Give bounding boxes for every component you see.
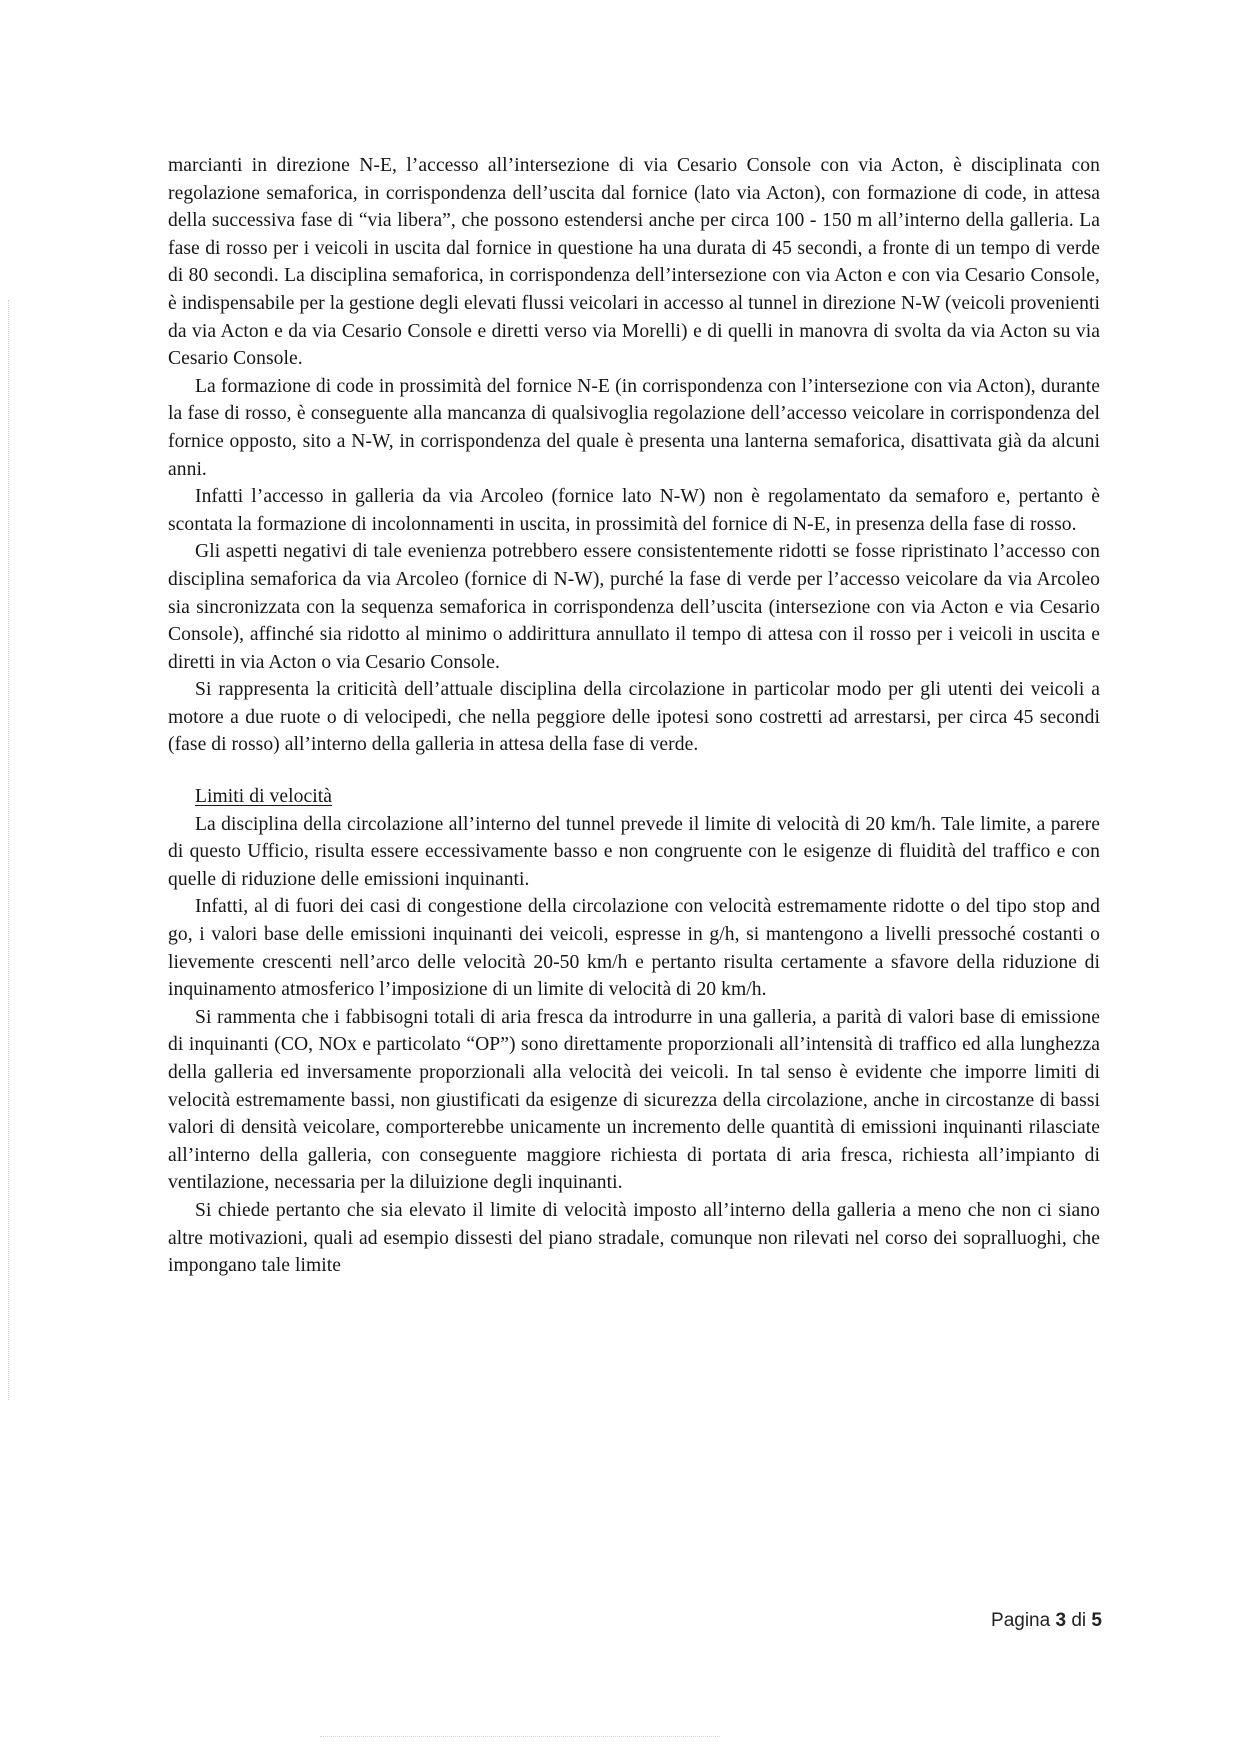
- paragraph: Si rappresenta la criticità dell’attuale disciplina della circolazione in particolar modo per gli utenti dei veicoli a motore a due ruote o di velocipedi, che nella peggiore delle ipotesi sono costretti ad arrestarsi, per circa 45 secondi (fase di rosso) all’interno della galleria in attesa della fase di verde.: [168, 679, 1100, 756]
- page-separator: di: [1071, 1610, 1087, 1631]
- page-label: Pagina: [991, 1610, 1051, 1631]
- scan-edge-mark: [8, 300, 10, 1400]
- current-page-number: 3: [1055, 1610, 1067, 1631]
- paragraph-continued: marcianti in direzione N-E, l’accesso all’intersezione di via Cesario Console con via Acton, è disciplinata con regolazione semaforica, in corrispondenza dell’uscita dal fornice (lato via Acton), con formazione di code, in attesa della successiva fase di “via libera”, che possono estendersi anche per circa 100 - 150 m all’interno della galleria. La fase di rosso per i veicoli in uscita dal fornice in questione ha una durata di 45 secondi, a fronte di un tempo di verde di 80 secondi. La disciplina semaforica, in corrispondenza dell’intersezione con via Acton e con via Cesario Console, è indispensabile per la gestione degli elevati flussi veicolari in accesso al tunnel in direzione N-W (veicoli provenienti da via Acton e da via Cesario Console e diretti verso via Morelli) e di quelli in manovra di svolta da via Acton su via Cesario Console.: [168, 155, 1100, 370]
- paragraph: Si rammenta che i fabbisogni totali di aria fresca da introdurre in una galleria, a parità di valori base di emissione di inquinanti (CO, NOx e particolato “OP”) sono direttamente proporzionali all’intensità di traffico ed alla lunghezza della galleria ed inversamente proporzionali alla velocità dei veicoli. In tal senso è evidente che imporre limiti di velocità estremamente bassi, non giustificati da esigenze di sicurezza della circolazione, anche in circostanze di bassi valori di densità veicolare, comporterebbe unicamente un incremento delle quantità di emissioni inquinanti rilasciate all’interno della galleria, con conseguente maggiore richiesta di portata di aria fresca, richiesta all’impianto di ventilazione, necessaria per la diluizione degli inquinanti.: [168, 1006, 1100, 1194]
- total-pages-number: 5: [1091, 1610, 1102, 1631]
- paragraph: La disciplina della circolazione all’interno del tunnel prevede il limite di velocità di 20 km/h. Tale limite, a parere di questo Ufficio, risulta essere eccessivamente basso e non congruente con le esigenze di fluidità del traffico e con quelle di riduzione delle emissioni inquinanti.: [168, 813, 1100, 890]
- paragraph: Infatti l’accesso in galleria da via Arcoleo (fornice lato N-W) non è regolamentato da semaforo e, pertanto è scontata la formazione di incolonnamenti in uscita, in prossimità del fornice di N-E, in presenza della fase di rosso.: [168, 486, 1100, 535]
- paragraph: La formazione di code in prossimità del fornice N-E (in corrispondenza con l’intersezione con via Acton), durante la fase di rosso, è conseguente alla mancanza di qualsivoglia regolazione dell’accesso veicolare in corrispondenza del fornice opposto, sito a N-W, in corrispondenza del quale è presenta una lanterna semaforica, disattivata già da alcuni anni.: [168, 375, 1100, 480]
- section-heading: Limiti di velocità: [195, 786, 332, 808]
- page-footer: [991, 1610, 1102, 1632]
- paragraph: Infatti, al di fuori dei casi di congestione della circolazione con velocità estremamente ridotte o del tipo stop and go, i valori base delle emissioni inquinanti dei veicoli, espresse in g/h, si mantengono a livelli pressoché costanti o lievemente crescenti nell’arco delle velocità 20-50 km/h e pertanto risulta certamente a sfavore della riduzione di inquinamento atmosferico l’imposizione di un limite di velocità di 20 km/h.: [168, 896, 1100, 1001]
- paragraph: Si chiede pertanto che sia elevato il limite di velocità imposto all’interno della galleria a meno che non ci siano altre motivazioni, quali ad esempio dissesti del piano stradale, comunque non rilevati nel corso dei sopralluoghi, che impongano tale limite: [168, 1199, 1100, 1277]
- page-body: [168, 152, 1100, 1280]
- section-spacer: [168, 759, 1100, 783]
- scan-bottom-mark: [320, 1736, 720, 1738]
- paragraph: Gli aspetti negativi di tale evenienza potrebbero essere consistentemente ridotti se fosse ripristinato l’accesso con disciplina semaforica da via Arcoleo (fornice di N-W), purché la fase di verde per l’accesso veicolare da via Arcoleo sia sincronizzata con la sequenza semaforica in corrispondenza dell’uscita (intersezione con via Acton e via Cesario Console), affinché sia ridotto al minimo o addirittura annullato il tempo di attesa con il rosso per i veicoli in uscita e diretti in via Acton o via Cesario Console.: [168, 541, 1100, 673]
